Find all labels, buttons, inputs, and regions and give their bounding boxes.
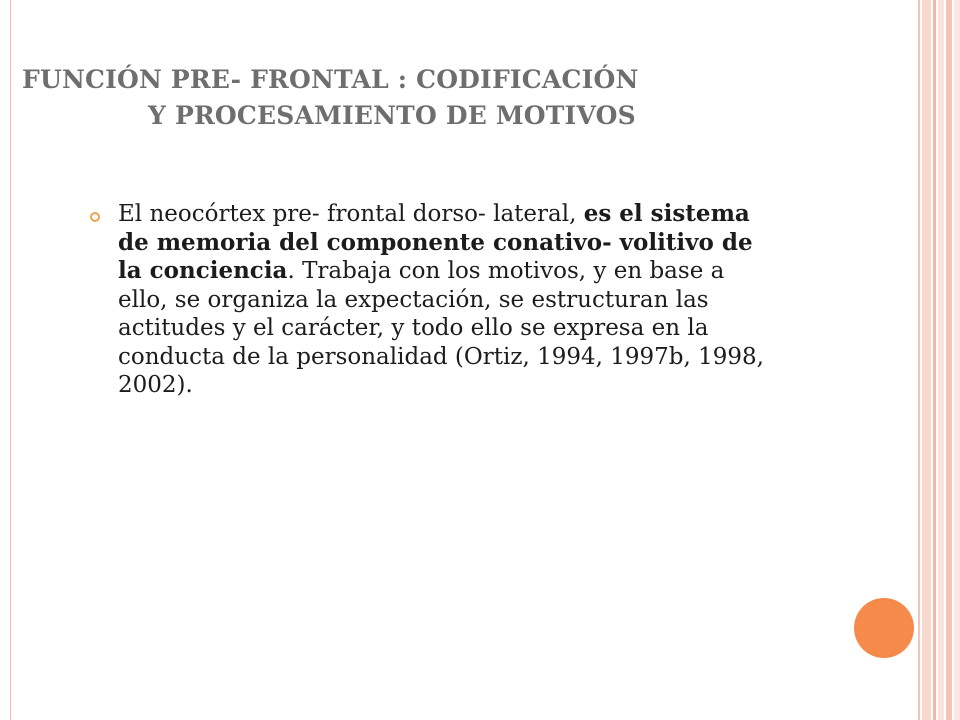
- orange-circle-decoration: [854, 598, 914, 658]
- bullet-text: [118, 200, 780, 400]
- slide-title: [22, 62, 882, 134]
- decorative-stripe: [946, 0, 952, 720]
- left-frame-line: [10, 0, 11, 720]
- decorative-stripe: [954, 0, 960, 720]
- bullet-circle-icon: [90, 212, 100, 222]
- decorative-stripe: [922, 0, 931, 720]
- slide-title-line1: FUNCIÓN PRE- FRONTAL : CODIFICACIÓN: [22, 65, 639, 94]
- bullet-item: [90, 200, 780, 400]
- bullet-text-intro: El neocórtex pre- frontal dorso- lateral,: [118, 201, 584, 227]
- decorative-stripe: [933, 0, 936, 720]
- bullet-text-emphasis: es el sistema de memoria del componente conativo- volitivo de la conciencia: [118, 200, 753, 284]
- decorative-stripe: [918, 0, 920, 720]
- slide-title-line2: Y PROCESAMIENTO DE MOTIVOS: [148, 101, 636, 130]
- bullet-text-rest: . Trabaja con los motivos, y en base a ello, se organiza la expectación, se estructuran las actitudes y el carácter, y todo ello se expresa en la conducta de la personalidad (Ortiz, 1994, 1997b, 1998, 2002).: [118, 258, 764, 398]
- decorative-stripe: [938, 0, 944, 720]
